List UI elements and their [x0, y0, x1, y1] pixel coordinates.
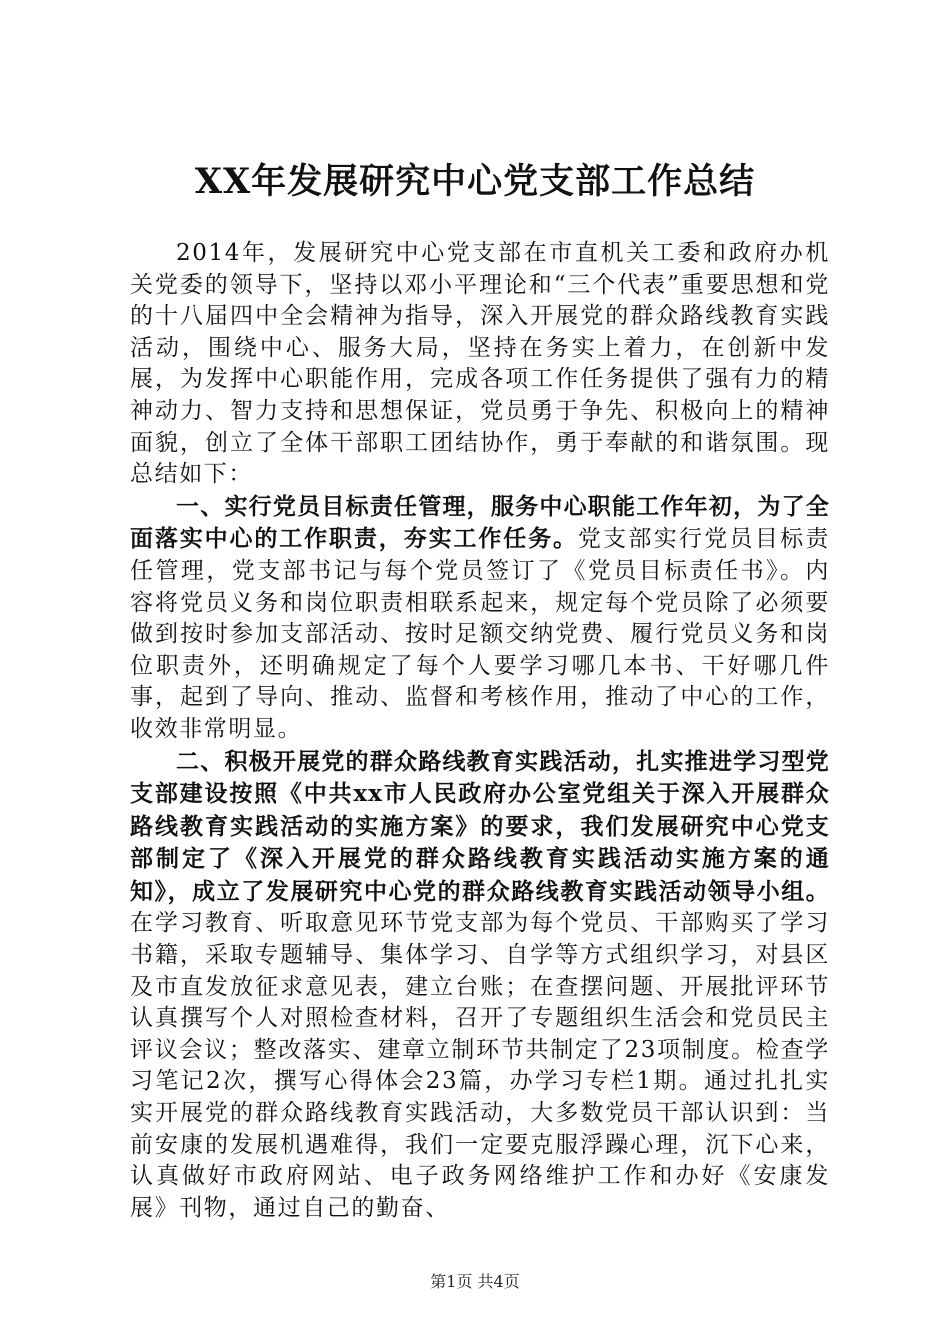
section-paragraph-1 [130, 491, 830, 746]
intro-paragraph: 2014年，发展研究中心党支部在市直机关工委和政府办机关党委的领导下，坚持以邓小平理论和“三个代表”重要思想和党的十八届四中全会精神为指导，深入开展党的群众路线教育实践活动，围绕中心、服务大局，坚持在务实上着力，在创新中发展，为发挥中心职能作用，完成各项工作任务提供了强有力的精神动力、智力支持和思想保证，党员勇于争先、积极向上的精神面貌，创立了全体干部职工团结协作，勇于奉献的和谐氛围。现总结如下： [130, 240, 830, 488]
section-heading-2: 二、积极开展党的群众路线教育实践活动，扎实推进学习型党支部建设按照《中共xx市人民政府办公室党组关于深入开展群众路线教育实践活动的实施方案》的要求，我们发展研究中心党支部制定了《深入开展党的群众路线教育实践活动实施方案的通知》，成立了发展研究中心党的群众路线教育实践活动领导小组。 [130, 747, 830, 905]
page-footer: 第1页 共4页 [430, 1272, 520, 1291]
document-body [130, 238, 830, 1224]
section-text-1: 党支部实行党员目标责任管理，党支部书记与每个党员签订了《党员目标责任书》。内容将党员义务和岗位职责相联系起来，规定每个党员除了必须要做到按时参加支部活动、按时足额交纳党费、履行党员义务和岗位职责外，还明确规定了每个人要学习哪几本书、干好哪几件事，起到了导向、推动、监督和考核作用，推动了中心的工作，收效非常明显。 [130, 526, 831, 742]
section-heading-1: 一、实行党员目标责任管理，服务中心职能工作年初，为了全面落实中心的工作职责，夯实工作任务。 [130, 492, 830, 553]
section-paragraph-2 [130, 746, 830, 1225]
section-text-2: 在学习教育、听取意见环节党支部为每个党员、干部购买了学习书籍，采取专题辅导、集体学习、自学等方式组织学习，对县区及市直发放征求意见表，建立台账；在查摆问题、开展批评环节认真撰写个人对照检查材料，召开了专题组织生活会和党员民主评议会议；整改落实、建章立制环节共制定了23项制度。检查学习笔记2次，撰写心得体会23篇，办学习专栏1期。通过扎扎实实开展党的群众路线教育实践活动，大多数党员干部认识到：当前安康的发展机遇难得，我们一定要克服浮躁心理，沉下心来，认真做好市政府网站、电子政务网络维护工作和办好《安康发展》刊物，通过自己的勤奋、 [130, 910, 830, 1221]
document-title: XX年发展研究中心党支部工作总结 [194, 161, 756, 202]
